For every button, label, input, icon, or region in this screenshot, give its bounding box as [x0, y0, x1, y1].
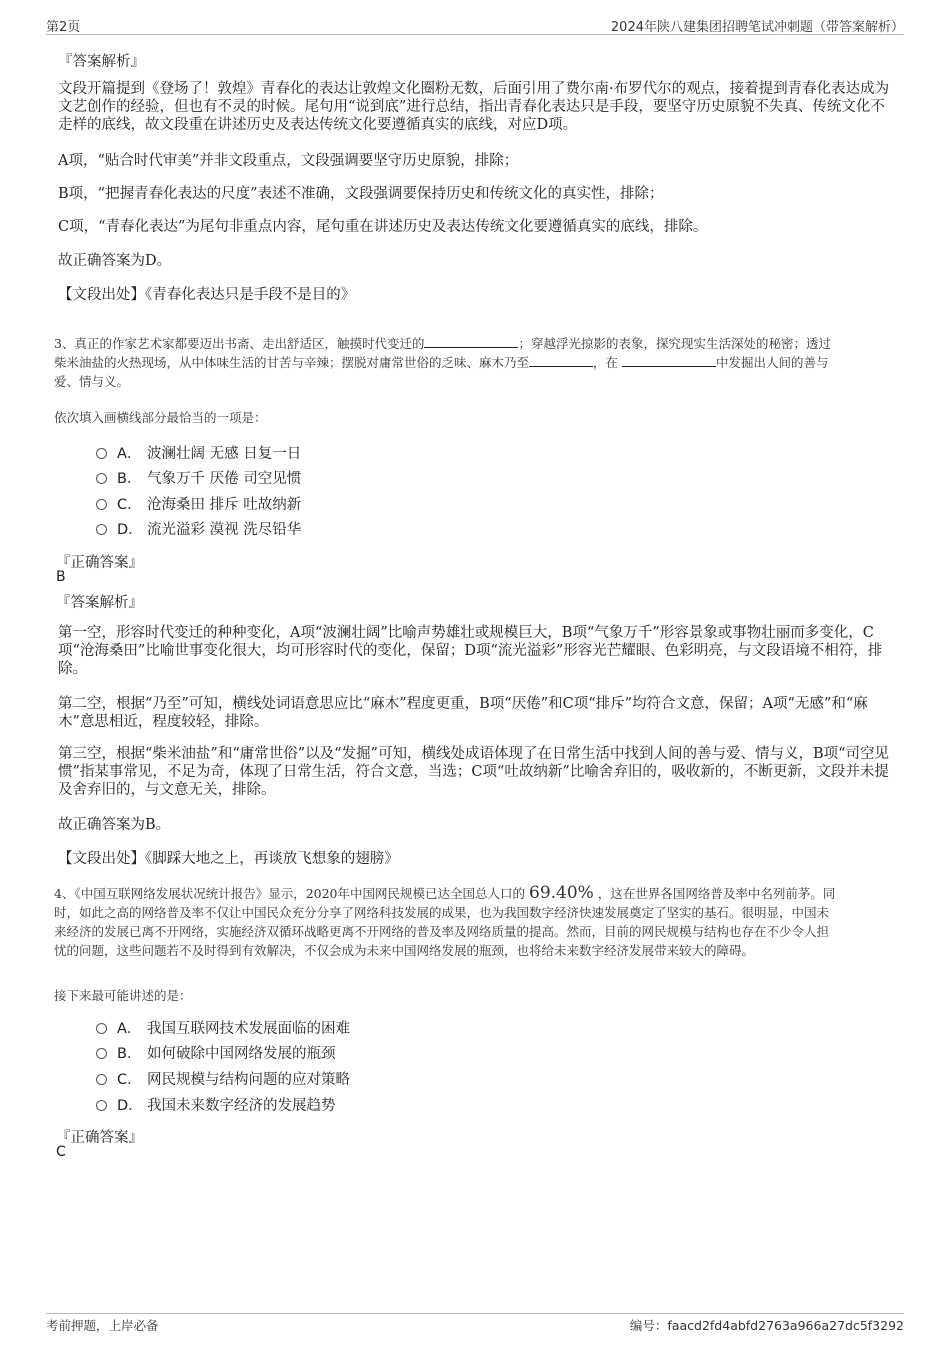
radio-icon[interactable]	[96, 448, 107, 459]
q3-answer-statement: 故正确答案为B。	[58, 817, 171, 833]
footer-slogan: 考前押题，上岸必备	[46, 1318, 159, 1333]
document-code: 编号：faacd2fd4abfd2763a966a27dc5f3292	[629, 1318, 904, 1333]
q2-analysis-para-3: B项，“把握青春化表达的尺度”表述不准确，文段强调要保持历史和传统文化的真实性，排除；	[58, 186, 664, 202]
page-header	[46, 14, 904, 35]
page-number: 第2页	[46, 20, 81, 35]
radio-icon[interactable]	[96, 1023, 107, 1034]
q3-answer: B	[56, 569, 66, 585]
q3-analysis-para-2: 第二空，根据“乃至”可知，横线处词语意思应比“麻木”程度更重，B项“厌倦”和C项“排斥”均符合文意，保留；A项“无感”和“麻木”意思相近，程度较轻，排除。	[58, 696, 868, 730]
q4-option-b[interactable]: B． 如何破除中国网络发展的瓶颈	[96, 1042, 336, 1066]
q2-source: 【文段出处】《青春化表达只是手段不是目的》	[58, 287, 356, 303]
q3-stem: 3、真正的作家艺术家都要迈出书斋、走出舒适区，触摸时代变迁的 ；穿越浮光掠影的表象，探究现实生活深处的秘密；透过 柴米油盐的火热现场，从中体味生活的甘苦与辛辣；摆脱对庸常世俗的乏味、麻木乃至 ，在 中发掘出人间的善与 爱、情与义。	[54, 336, 831, 389]
q3-prompt: 依次填入画横线部分最恰当的一项是：	[54, 410, 267, 425]
blank-3	[622, 354, 716, 367]
q4-percentage: 69.40%	[529, 883, 594, 903]
q4-option-c[interactable]: C． 网民规模与结构问题的应对策略	[96, 1068, 350, 1092]
radio-icon[interactable]	[96, 1074, 107, 1085]
q3-source: 【文段出处】《脚踩大地之上，再谈放飞想象的翅膀》	[58, 851, 399, 867]
q3-analysis-para-3: 第三空，根据“柴米油盐”和“庸常世俗”以及“发掘”可知，横线处成语体现了在日常生活中找到人间的善与爱、情与义，B项“司空见惯”指某事常见，不足为奇，体现了日常生活，符合文意，当选；C项“吐故纳新”比喻舍弃旧的，吸收新的，不断更新，文段并未提及舍弃旧的，与文意无关，排除。	[58, 746, 890, 798]
q2-analysis-para-4: C项，“青春化表达”为尾句非重点内容，尾句重在讲述历史及表达传统文化要遵循真实的底线，排除。	[58, 219, 708, 235]
q4-answer-title: 『正确答案』	[56, 1130, 143, 1146]
q3-option-a[interactable]: A． 波澜壮阔 无感 日复一日	[96, 442, 301, 466]
q4-option-d[interactable]: D． 我国未来数字经济的发展趋势	[96, 1094, 336, 1118]
q4-stem: 4、《中国互联网络发展状况统计报告》显示，2020年中国网民规模已达全国总人口的 69.40% ，这在世界各国网络普及率中名列前茅。同 时，如此之高的网络普及率不仅让中国民众充分分享了网络科技发展的成果，也为我国数字经济快速发展奠定了坚实的基石。很明显，中国未 来经济的发展已离不开网络，实施经济双循环战略更离不开网络的普及率及网络质量的提高。然而，目前的网民规模与结构也存在不少令人担 忧的问题，这些问题若不及时得到有效解决，不仅会成为未来中国网络发展的瓶颈，也将给未来数字经济发展带来较大的障碍。	[54, 883, 836, 958]
radio-icon[interactable]	[96, 1100, 107, 1111]
q2-analysis-para-1: 文段开篇提到《登场了！敦煌》青春化的表达让敦煌文化圈粉无数，后面引用了费尔南·布罗代尔的观点，接着提到青春化表达成为文艺创作的经验，但也有不灵的时候。尾句用“说到底”进行总结，指出青春化表达只是手段，要坚守历史原貌不失真、传统文化不走样的底线，故文段重在讲述历史及表达传统文化要遵循真实的底线，对应D项。	[58, 81, 890, 133]
q4-prompt: 接下来最可能讲述的是：	[54, 988, 192, 1003]
q3-analysis-para-1: 第一空，形容时代变迁的种种变化，A项“波澜壮阔”比喻声势雄壮或规模巨大，B项“气象万千”形容景象或事物壮丽而多变化，C项“沧海桑田”比喻世事变化很大，均可形容时代的变化，保留；D项“流光溢彩”形容光芒耀眼、色彩明亮，与文段语境不相符，排除。	[58, 625, 883, 677]
page-footer	[46, 1313, 904, 1333]
radio-icon[interactable]	[96, 1048, 107, 1059]
q3-option-c[interactable]: C． 沧海桑田 排斥 吐故纳新	[96, 493, 301, 517]
q4-option-a[interactable]: A． 我国互联网技术发展面临的困难	[96, 1017, 350, 1041]
radio-icon[interactable]	[96, 499, 107, 510]
radio-icon[interactable]	[96, 473, 107, 484]
q2-analysis-title: 『答案解析』	[58, 54, 145, 70]
q4-answer: C	[56, 1144, 66, 1160]
document-title: 2024年陕八建集团招聘笔试冲刺题（带答案解析）	[610, 20, 904, 35]
q3-option-d[interactable]: D． 流光溢彩 漠视 洗尽铅华	[96, 518, 301, 542]
radio-icon[interactable]	[96, 524, 107, 535]
q3-option-b[interactable]: B． 气象万千 厌倦 司空见惯	[96, 467, 301, 491]
q2-answer-statement: 故正确答案为D。	[58, 253, 172, 269]
blank-1	[424, 335, 518, 348]
q3-answer-title: 『正确答案』	[56, 555, 143, 571]
q2-analysis-para-2: A项，“贴合时代审美”并非文段重点，文段强调要坚守历史原貌，排除；	[58, 153, 519, 169]
blank-2	[529, 354, 593, 367]
q3-analysis-title: 『答案解析』	[56, 595, 143, 611]
